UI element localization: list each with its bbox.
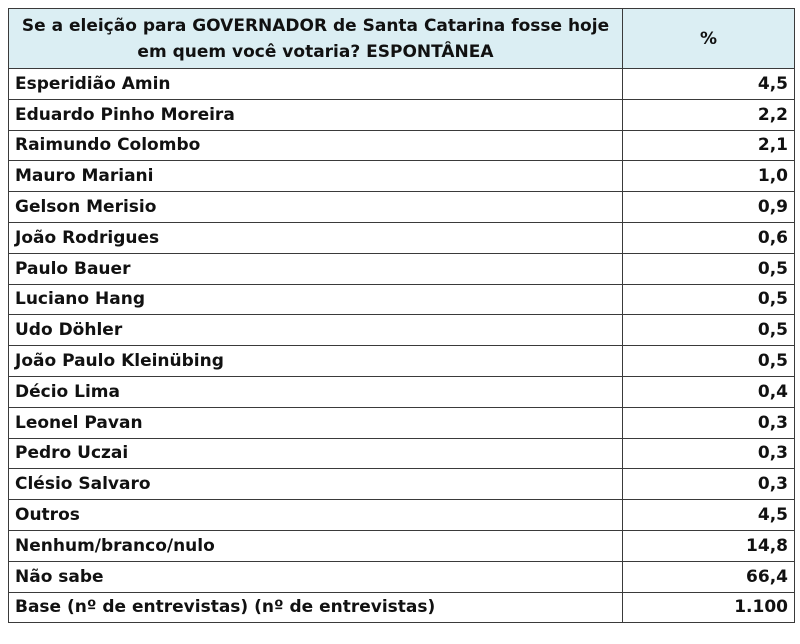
table-row	[9, 469, 795, 500]
percent-value: 0,3	[623, 407, 795, 438]
percent-value: 2,2	[623, 99, 795, 130]
percent-value: 0,3	[623, 438, 795, 469]
percent-value: 0,5	[623, 253, 795, 284]
candidate-name: João Paulo Kleinübing	[9, 346, 623, 377]
percent-value: 0,5	[623, 346, 795, 377]
percent-value: 0,3	[623, 469, 795, 500]
candidate-name: Luciano Hang	[9, 284, 623, 315]
table-row	[9, 561, 795, 592]
table-row	[9, 130, 795, 161]
table-row	[9, 192, 795, 223]
table-row	[9, 222, 795, 253]
table-row	[9, 530, 795, 561]
table-row	[9, 346, 795, 377]
candidate-name: Décio Lima	[9, 376, 623, 407]
candidate-name: Udo Döhler	[9, 315, 623, 346]
candidate-name: Esperidião Amin	[9, 69, 623, 100]
candidate-name: Paulo Bauer	[9, 253, 623, 284]
percent-value: 66,4	[623, 561, 795, 592]
table-row	[9, 284, 795, 315]
poll-table	[8, 8, 795, 623]
percent-value: 1,0	[623, 161, 795, 192]
candidate-name: João Rodrigues	[9, 222, 623, 253]
percent-header: %	[623, 9, 795, 69]
candidate-name: Nenhum/branco/nulo	[9, 530, 623, 561]
candidate-name: Outros	[9, 500, 623, 531]
table-row	[9, 253, 795, 284]
table-row	[9, 69, 795, 100]
percent-value: 0,5	[623, 284, 795, 315]
table-row	[9, 161, 795, 192]
question-header: Se a eleição para GOVERNADOR de Santa Catarina fosse hoje em quem você votaria? ESPONTÂNEA	[9, 9, 623, 69]
percent-value: 0,5	[623, 315, 795, 346]
percent-value: 4,5	[623, 69, 795, 100]
candidate-name: Clésio Salvaro	[9, 469, 623, 500]
percent-value: 2,1	[623, 130, 795, 161]
candidate-name: Não sabe	[9, 561, 623, 592]
table-row	[9, 407, 795, 438]
percent-value: 4,5	[623, 500, 795, 531]
table-row	[9, 376, 795, 407]
percent-value: 0,4	[623, 376, 795, 407]
table-row	[9, 438, 795, 469]
candidate-name: Mauro Mariani	[9, 161, 623, 192]
table-row	[9, 500, 795, 531]
percent-value: 0,6	[623, 222, 795, 253]
candidate-name: Gelson Merisio	[9, 192, 623, 223]
candidate-name: Base (nº de entrevistas) (nº de entrevistas)	[9, 592, 623, 623]
header-row	[9, 9, 795, 69]
percent-value: 1.100	[623, 592, 795, 623]
candidate-name: Eduardo Pinho Moreira	[9, 99, 623, 130]
table-row	[9, 592, 795, 623]
table-row	[9, 315, 795, 346]
candidate-name: Leonel Pavan	[9, 407, 623, 438]
percent-value: 0,9	[623, 192, 795, 223]
percent-value: 14,8	[623, 530, 795, 561]
candidate-name: Raimundo Colombo	[9, 130, 623, 161]
table-row	[9, 99, 795, 130]
table-body	[9, 69, 795, 623]
candidate-name: Pedro Uczai	[9, 438, 623, 469]
